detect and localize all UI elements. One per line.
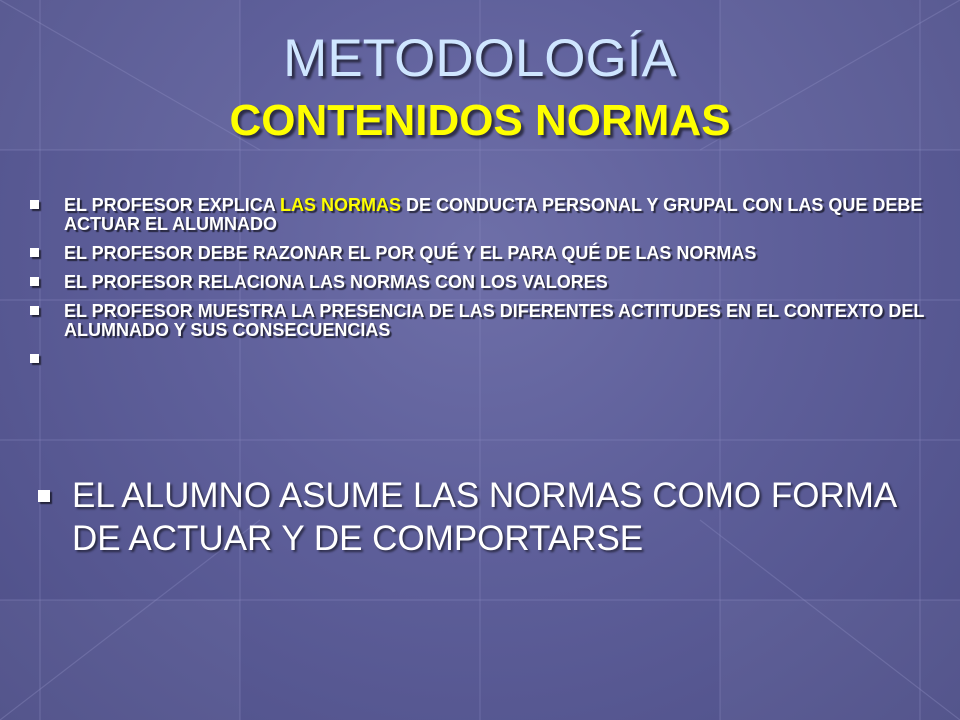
slide-subtitle: CONTENIDOS NORMAS <box>229 96 731 145</box>
bullet-item-3 <box>30 273 930 292</box>
square-bullet-icon <box>30 248 39 257</box>
bullet-item-5 <box>30 350 930 369</box>
bullet-text: EL PROFESOR MUESTRA LA PRESENCIA DE LAS DIFERENTES ACTITUDES EN EL CONTEXTO DEL ALUMNADO Y SUS CONSECUENCIAS <box>64 301 925 340</box>
highlighted-term: LAS NORMAS <box>280 195 402 215</box>
square-bullet-icon <box>38 490 50 502</box>
square-bullet-icon <box>30 277 39 286</box>
bullet-text: EL PROFESOR RELACIONA LAS NORMAS CON LOS VALORES <box>64 272 608 292</box>
slide-title: METODOLOGÍA <box>283 29 677 88</box>
square-bullet-icon <box>30 354 39 363</box>
bullet-text: EL PROFESOR DEBE RAZONAR EL POR QUÉ Y EL PARA QUÉ DE LAS NORMAS <box>64 243 757 263</box>
bullet-item-4 <box>30 302 930 340</box>
square-bullet-icon <box>30 200 39 209</box>
highlight-bullet-text: EL ALUMNO ASUME LAS NORMAS COMO FORMA DE ACTUAR Y DE COMPORTARSE <box>72 476 896 558</box>
bullet-item-1 <box>30 196 930 234</box>
bullet-text-post: DE CONDUCTA PERSONAL Y GRUPAL CON LAS QUE DEBE ACTUAR EL ALUMNADO <box>64 195 923 234</box>
bullet-text-pre: EL PROFESOR EXPLICA <box>64 195 281 215</box>
square-bullet-icon <box>30 306 39 315</box>
bullet-list <box>30 196 930 379</box>
bullet-item-2 <box>30 244 930 263</box>
highlight-bullet <box>38 474 932 560</box>
